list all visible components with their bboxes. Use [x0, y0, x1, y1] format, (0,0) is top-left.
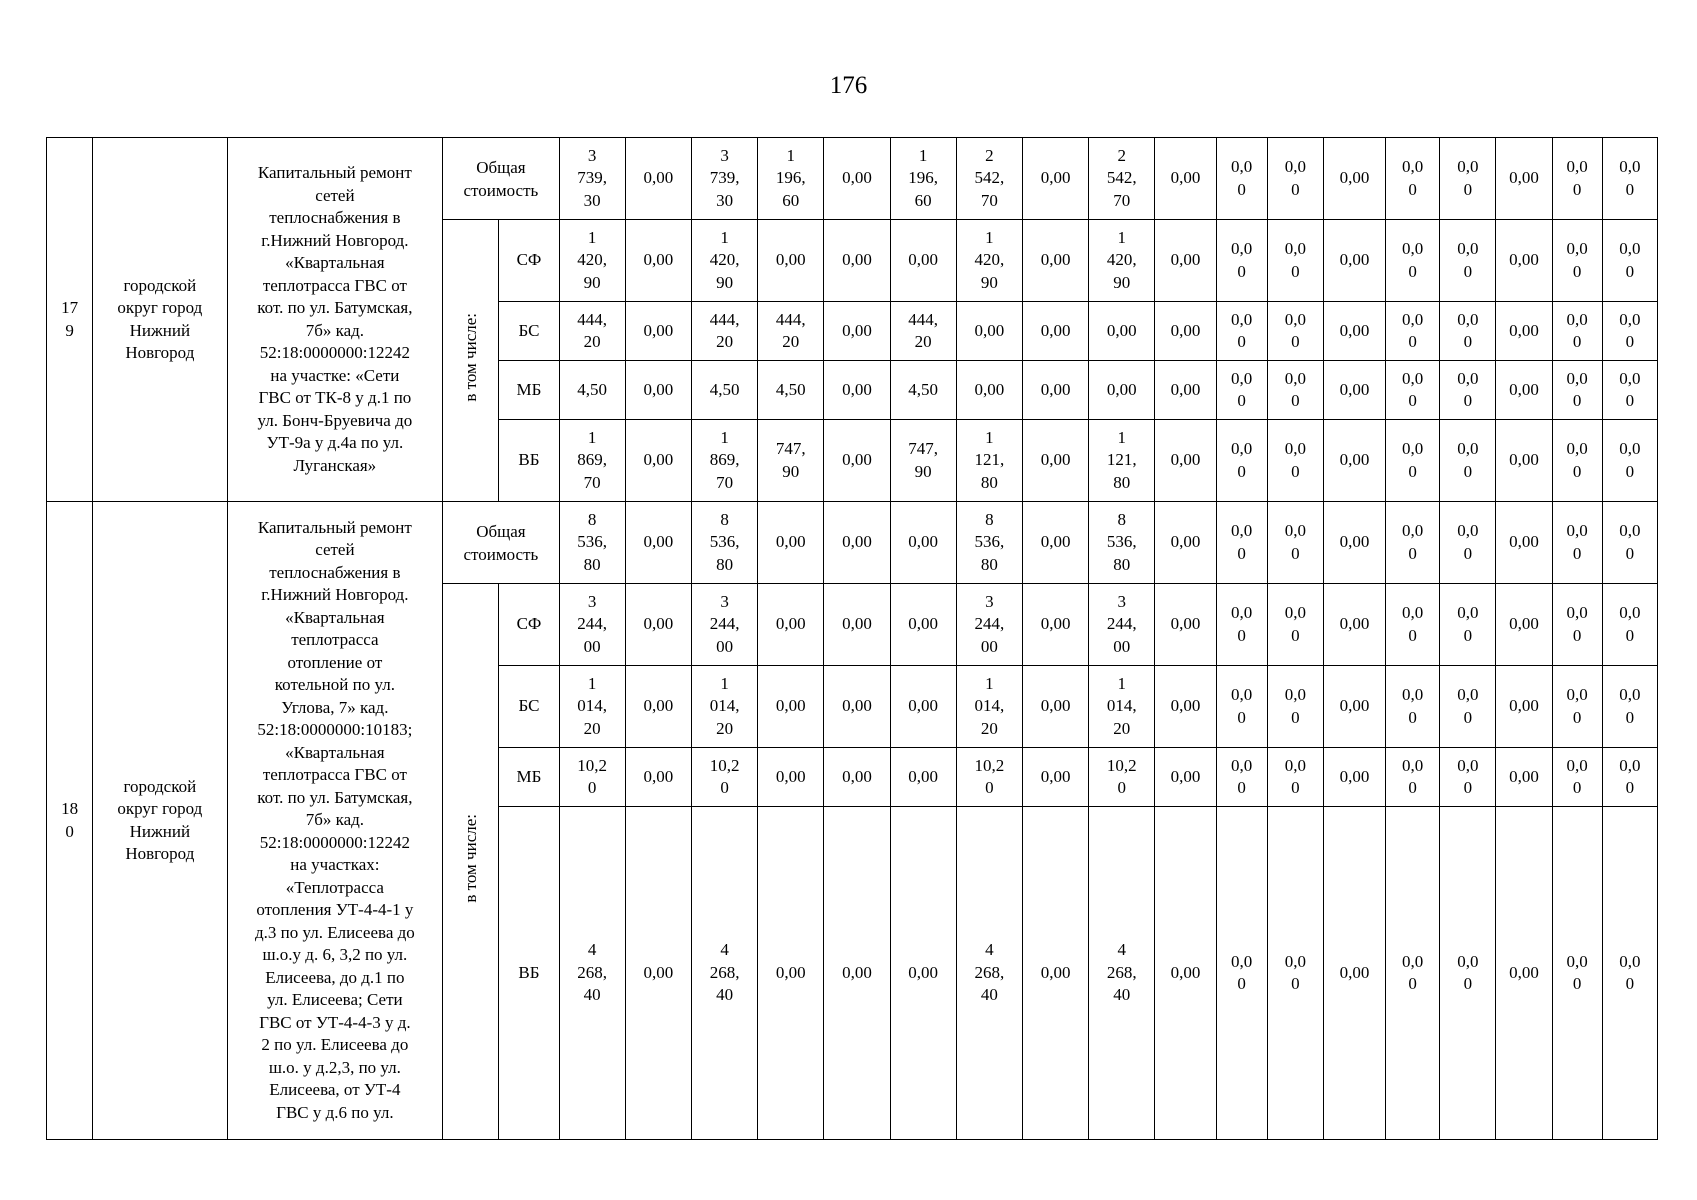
value-cell: 0,0 0 — [1602, 584, 1657, 666]
value-cell: 1 869, 70 — [691, 420, 757, 502]
value-cell: 0,00 — [1155, 420, 1216, 502]
value-cell: 0,00 — [625, 584, 691, 666]
value-cell: 8 536, 80 — [956, 502, 1022, 584]
value-cell: 0,00 — [758, 584, 824, 666]
value-cell: 0,00 — [956, 302, 1022, 361]
funding-source: МБ — [499, 748, 559, 807]
value-cell: 0,0 0 — [1216, 748, 1267, 807]
value-cell: 4,50 — [890, 361, 956, 420]
value-cell: 0,0 0 — [1602, 807, 1657, 1140]
value-cell: 444, 20 — [559, 302, 625, 361]
funding-source: БС — [499, 666, 559, 748]
value-cell: 0,0 0 — [1386, 807, 1440, 1140]
value-cell: 0,0 0 — [1267, 361, 1323, 420]
value-cell: 0,00 — [1323, 584, 1385, 666]
value-cell: 3 244, 00 — [956, 584, 1022, 666]
value-cell: 0,00 — [824, 502, 890, 584]
value-cell: 0,0 0 — [1386, 302, 1440, 361]
value-cell: 0,00 — [758, 666, 824, 748]
value-cell: 0,00 — [890, 748, 956, 807]
value-cell: 0,00 — [758, 220, 824, 302]
value-cell: 0,00 — [758, 748, 824, 807]
value-cell: 0,0 0 — [1216, 420, 1267, 502]
value-cell: 0,0 0 — [1216, 220, 1267, 302]
funding-source: СФ — [499, 220, 559, 302]
value-cell: 0,00 — [625, 420, 691, 502]
value-cell: 0,00 — [1022, 420, 1088, 502]
project-description: Капитальный ремонт сетей теплоснабжения в г.Нижний Новгород. «Квартальная теплотрасса ГВС от кот. по ул. Батумская, 7б» кад. 52:18:0000000:12242 на участке: «Сети ГВС от ТК-8 у д.1 по ул. Бонч-Бруевича до УТ-9а у д.4а по ул. Луганская» — [227, 138, 443, 502]
value-cell: 444, 20 — [890, 302, 956, 361]
value-cell: 3 244, 00 — [559, 584, 625, 666]
value-cell: 0,0 0 — [1216, 302, 1267, 361]
value-cell: 0,00 — [824, 748, 890, 807]
value-cell: 0,0 0 — [1440, 502, 1496, 584]
value-cell: 0,00 — [1155, 220, 1216, 302]
value-cell: 0,00 — [1022, 138, 1088, 220]
municipality: городской округ город Нижний Новгород — [93, 138, 227, 502]
value-cell: 8 536, 80 — [691, 502, 757, 584]
value-cell: 3 739, 30 — [691, 138, 757, 220]
value-cell: 0,00 — [956, 361, 1022, 420]
value-cell: 0,00 — [1323, 807, 1385, 1140]
value-cell: 3 244, 00 — [691, 584, 757, 666]
value-cell: 0,0 0 — [1552, 807, 1602, 1140]
value-cell: 0,0 0 — [1386, 361, 1440, 420]
value-cell: 0,0 0 — [1602, 420, 1657, 502]
value-cell: 0,00 — [824, 361, 890, 420]
value-cell: 1 869, 70 — [559, 420, 625, 502]
value-cell: 0,00 — [824, 584, 890, 666]
value-cell: 10,2 0 — [559, 748, 625, 807]
value-cell: 0,00 — [824, 807, 890, 1140]
value-cell: 0,00 — [1155, 748, 1216, 807]
value-cell: 0,0 0 — [1602, 666, 1657, 748]
value-cell: 0,0 0 — [1552, 220, 1602, 302]
value-cell: 0,0 0 — [1386, 420, 1440, 502]
value-cell: 1 196, 60 — [758, 138, 824, 220]
value-cell: 0,00 — [1496, 807, 1552, 1140]
value-cell: 10,2 0 — [691, 748, 757, 807]
value-cell: 0,00 — [1155, 807, 1216, 1140]
value-cell: 4 268, 40 — [1089, 807, 1155, 1140]
value-cell: 0,0 0 — [1267, 220, 1323, 302]
value-cell: 0,0 0 — [1552, 138, 1602, 220]
value-cell: 0,00 — [1155, 302, 1216, 361]
value-cell: 0,00 — [1496, 584, 1552, 666]
value-cell: 0,00 — [1496, 138, 1552, 220]
value-cell: 1 121, 80 — [956, 420, 1022, 502]
value-cell: 1 420, 90 — [956, 220, 1022, 302]
value-cell: 0,0 0 — [1216, 138, 1267, 220]
value-cell: 0,0 0 — [1440, 138, 1496, 220]
value-cell: 444, 20 — [758, 302, 824, 361]
value-cell: 0,00 — [1323, 138, 1385, 220]
value-cell: 0,00 — [1022, 748, 1088, 807]
value-cell: 3 244, 00 — [1089, 584, 1155, 666]
value-cell: 0,00 — [1323, 361, 1385, 420]
value-cell: 0,00 — [625, 138, 691, 220]
municipality: городской округ город Нижний Новгород — [93, 502, 227, 1140]
value-cell: 0,0 0 — [1440, 420, 1496, 502]
value-cell: 0,0 0 — [1216, 502, 1267, 584]
value-cell: 1 014, 20 — [691, 666, 757, 748]
value-cell: 0,0 0 — [1216, 584, 1267, 666]
value-cell: 0,0 0 — [1602, 138, 1657, 220]
value-cell: 0,0 0 — [1552, 748, 1602, 807]
value-cell: 0,0 0 — [1267, 748, 1323, 807]
value-cell: 0,00 — [890, 502, 956, 584]
value-cell: 1 014, 20 — [956, 666, 1022, 748]
value-cell: 0,0 0 — [1386, 584, 1440, 666]
value-cell: 0,0 0 — [1267, 138, 1323, 220]
value-cell: 0,0 0 — [1602, 361, 1657, 420]
value-cell: 1 014, 20 — [559, 666, 625, 748]
value-cell: 0,0 0 — [1552, 584, 1602, 666]
row-number: 18 0 — [47, 502, 93, 1140]
value-cell: 0,00 — [1496, 666, 1552, 748]
value-cell: 0,0 0 — [1602, 302, 1657, 361]
value-cell: 1 420, 90 — [691, 220, 757, 302]
value-cell: 0,00 — [1155, 584, 1216, 666]
value-cell: 0,00 — [758, 807, 824, 1140]
value-cell: 0,00 — [1323, 302, 1385, 361]
value-cell: 10,2 0 — [1089, 748, 1155, 807]
value-cell: 0,0 0 — [1267, 666, 1323, 748]
value-cell: 0,0 0 — [1440, 666, 1496, 748]
value-cell: 747, 90 — [758, 420, 824, 502]
funding-source: БС — [499, 302, 559, 361]
value-cell: 1 420, 90 — [1089, 220, 1155, 302]
funding-source: ВБ — [499, 807, 559, 1140]
value-cell: 2 542, 70 — [956, 138, 1022, 220]
value-cell: 0,0 0 — [1386, 220, 1440, 302]
value-cell: 0,00 — [758, 502, 824, 584]
value-cell: 444, 20 — [691, 302, 757, 361]
value-cell: 0,00 — [824, 302, 890, 361]
value-cell: 0,00 — [1496, 361, 1552, 420]
total-cost-label: Общая стоимость — [443, 138, 559, 220]
value-cell: 0,00 — [890, 220, 956, 302]
value-cell: 0,0 0 — [1440, 220, 1496, 302]
value-cell: 0,00 — [1323, 220, 1385, 302]
value-cell: 0,0 0 — [1440, 302, 1496, 361]
value-cell: 0,0 0 — [1440, 807, 1496, 1140]
value-cell: 0,00 — [1089, 361, 1155, 420]
table-row — [47, 138, 1658, 220]
value-cell: 1 014, 20 — [1089, 666, 1155, 748]
value-cell: 1 420, 90 — [559, 220, 625, 302]
value-cell: 0,00 — [824, 220, 890, 302]
value-cell: 0,00 — [890, 807, 956, 1140]
value-cell: 0,0 0 — [1552, 502, 1602, 584]
value-cell: 0,0 0 — [1267, 502, 1323, 584]
value-cell: 0,0 0 — [1216, 361, 1267, 420]
value-cell: 0,00 — [1496, 748, 1552, 807]
value-cell: 2 542, 70 — [1089, 138, 1155, 220]
value-cell: 0,0 0 — [1267, 420, 1323, 502]
table-row — [47, 502, 1658, 584]
value-cell: 0,00 — [1022, 666, 1088, 748]
value-cell: 3 739, 30 — [559, 138, 625, 220]
budget-table — [46, 137, 1658, 1140]
value-cell: 0,00 — [1022, 502, 1088, 584]
value-cell: 0,0 0 — [1267, 302, 1323, 361]
value-cell: 0,0 0 — [1386, 748, 1440, 807]
value-cell: 747, 90 — [890, 420, 956, 502]
value-cell: 0,00 — [1022, 584, 1088, 666]
value-cell: 4 268, 40 — [956, 807, 1022, 1140]
value-cell: 0,0 0 — [1602, 502, 1657, 584]
row-number: 17 9 — [47, 138, 93, 502]
funding-source: СФ — [499, 584, 559, 666]
value-cell: 0,0 0 — [1552, 420, 1602, 502]
value-cell: 1 121, 80 — [1089, 420, 1155, 502]
value-cell: 0,0 0 — [1216, 807, 1267, 1140]
value-cell: 0,00 — [1323, 666, 1385, 748]
value-cell: 4,50 — [691, 361, 757, 420]
value-cell: 0,0 0 — [1386, 502, 1440, 584]
value-cell: 0,00 — [1496, 420, 1552, 502]
including-label-text: в том числе: — [460, 813, 480, 903]
value-cell: 0,00 — [1022, 220, 1088, 302]
value-cell: 0,0 0 — [1386, 666, 1440, 748]
value-cell: 0,00 — [625, 807, 691, 1140]
page-number: 176 — [829, 72, 868, 99]
value-cell: 10,2 0 — [956, 748, 1022, 807]
value-cell: 0,00 — [625, 748, 691, 807]
value-cell: 0,00 — [625, 666, 691, 748]
value-cell: 0,00 — [1496, 220, 1552, 302]
value-cell: 0,0 0 — [1440, 361, 1496, 420]
value-cell: 0,00 — [824, 138, 890, 220]
value-cell: 0,00 — [1155, 502, 1216, 584]
value-cell: 0,00 — [1089, 302, 1155, 361]
value-cell: 0,00 — [1496, 502, 1552, 584]
value-cell: 0,0 0 — [1440, 748, 1496, 807]
funding-source: ВБ — [499, 420, 559, 502]
value-cell: 0,00 — [1323, 420, 1385, 502]
value-cell: 0,00 — [625, 361, 691, 420]
value-cell: 0,00 — [1022, 302, 1088, 361]
value-cell: 0,00 — [1496, 302, 1552, 361]
value-cell: 0,00 — [1323, 748, 1385, 807]
value-cell: 4 268, 40 — [559, 807, 625, 1140]
including-label — [443, 220, 499, 502]
value-cell: 8 536, 80 — [559, 502, 625, 584]
value-cell: 0,00 — [625, 220, 691, 302]
value-cell: 0,0 0 — [1552, 361, 1602, 420]
value-cell: 0,00 — [1323, 502, 1385, 584]
value-cell: 0,0 0 — [1552, 302, 1602, 361]
value-cell: 4,50 — [559, 361, 625, 420]
value-cell: 0,0 0 — [1386, 138, 1440, 220]
funding-source: МБ — [499, 361, 559, 420]
including-label — [443, 584, 499, 1140]
value-cell: 0,0 0 — [1267, 584, 1323, 666]
value-cell: 0,0 0 — [1267, 807, 1323, 1140]
value-cell: 0,00 — [1155, 361, 1216, 420]
value-cell: 0,00 — [1022, 807, 1088, 1140]
value-cell: 0,0 0 — [1602, 748, 1657, 807]
value-cell: 0,0 0 — [1216, 666, 1267, 748]
value-cell: 0,0 0 — [1602, 220, 1657, 302]
value-cell: 0,0 0 — [1552, 666, 1602, 748]
including-label-text: в том числе: — [460, 312, 480, 402]
value-cell: 0,00 — [824, 420, 890, 502]
value-cell: 0,00 — [625, 302, 691, 361]
value-cell: 0,00 — [1022, 361, 1088, 420]
value-cell: 0,00 — [890, 584, 956, 666]
value-cell: 1 196, 60 — [890, 138, 956, 220]
value-cell: 4 268, 40 — [691, 807, 757, 1140]
value-cell: 0,00 — [824, 666, 890, 748]
value-cell: 0,00 — [625, 502, 691, 584]
value-cell: 0,00 — [890, 666, 956, 748]
total-cost-label: Общая стоимость — [443, 502, 559, 584]
value-cell: 8 536, 80 — [1089, 502, 1155, 584]
project-description: Капитальный ремонт сетей теплоснабжения в г.Нижний Новгород. «Квартальная теплотрасса отопление от котельной по ул. Углова, 7» кад. 52:18:0000000:10183; «Квартальная теплотрасса ГВС от кот. по ул. Батумская, 7б» кад. 52:18:0000000:12242 на участках: «Теплотрасса отопления УТ-4-4-1 у д.3 по ул. Елисеева до ш.о.у д. 6, 3,2 по ул. Елисеева, до д.1 по ул. Елисеева; Сети ГВС от УТ-4-4-3 у д. 2 по ул. Елисеева до ш.о. у д.2,3, по ул. Елисеева, от УТ-4 ГВС у д.6 по ул. — [227, 502, 443, 1140]
value-cell: 0,0 0 — [1440, 584, 1496, 666]
value-cell: 0,00 — [1155, 138, 1216, 220]
value-cell: 4,50 — [758, 361, 824, 420]
value-cell: 0,00 — [1155, 666, 1216, 748]
